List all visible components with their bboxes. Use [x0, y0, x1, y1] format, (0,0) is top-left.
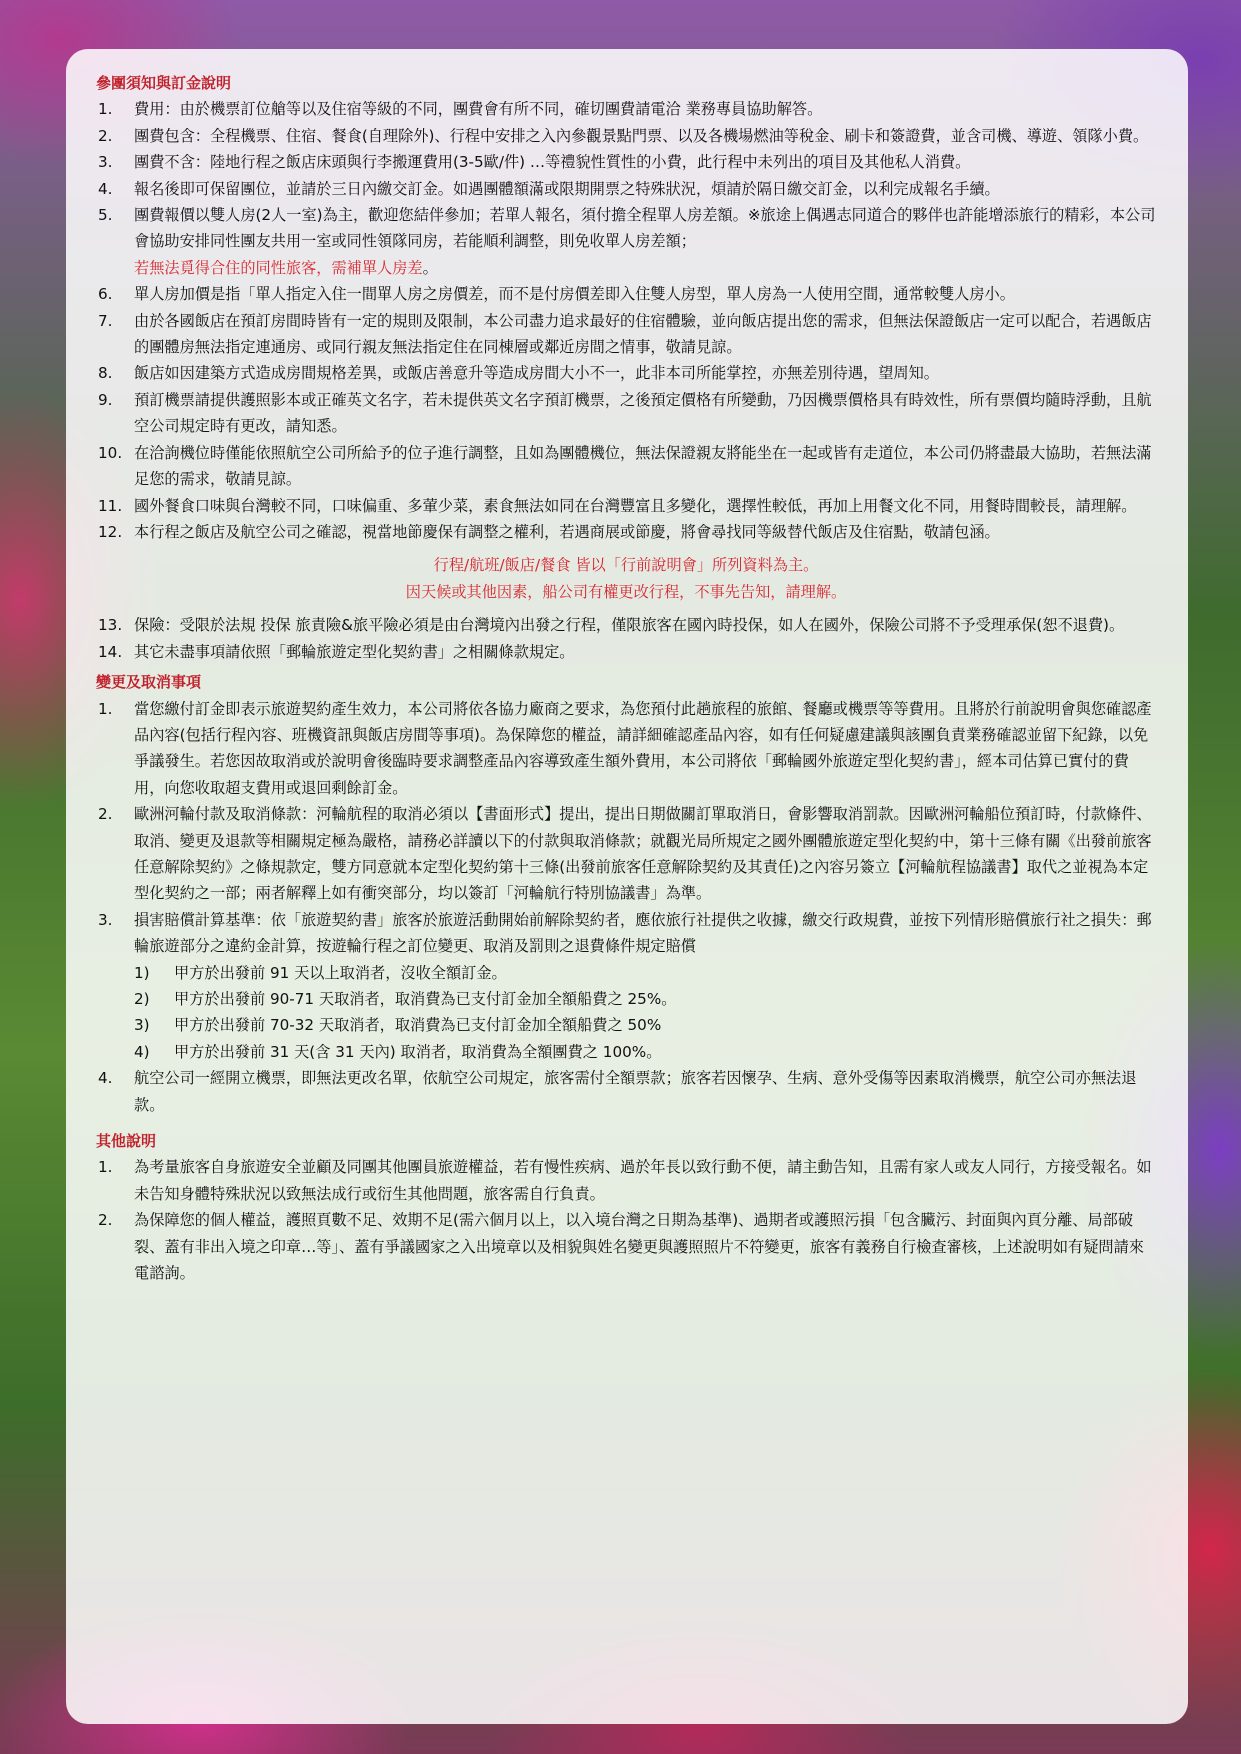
sub-list-item: 2) 甲方於出發前 90-71 天取消者，取消費為已支付訂金加全額船費之 25%。 [134, 990, 677, 1008]
cancellation-list [96, 696, 1156, 1119]
list-item: 8. 飯店如因建築方式造成房間規格差異，或飯店善意升等造成房間大小不一，此非本司所能掌控，亦無差別待遇，望周知。 [98, 364, 939, 383]
list-item: 1. 費用：由於機票訂位艙等以及住宿等級的不同，團費會有所不同，確切團費請電洽 業務專員協助解答。 [98, 100, 823, 119]
booking-list [96, 96, 1156, 545]
list-item: 10. 在洽詢機位時僅能依照航空公司所給予的位子進行調整，且如為團體機位，無法保證親友將能坐在一起或皆有走道位，本公司仍將盡最大協助，若無法滿足您的需求，敬請見諒。 [98, 443, 1152, 489]
sub-list-item: 3) 甲方於出發前 70-32 天取消者，取消費為已支付訂金加全額船費之 50% [134, 1016, 662, 1035]
list-item: 6. 單人房加價是指「單人指定入住一間單人房之房價差，而不是付房價差即入住雙人房型，單人房為一人使用空間，通常較雙人房小。 [98, 285, 1015, 304]
list-item: 1. 為考量旅客自身旅遊安全並顧及同團其他團員旅遊權益，若有慢性疾病、過於年長以致行動不便，請主動告知，且需有家人或友人同行，方接受報名。如未告知身體特殊狀況以致無法成行或衍生其他問題，旅客需自行負責。 [98, 1158, 1152, 1203]
other-list [96, 1154, 1156, 1286]
itinerary-note [96, 552, 1156, 606]
list-item: 11. 國外餐食口味與台灣較不同，口味偏重、多葷少菜，素食無法如同在台灣豐富且多變化，選擇性較低，再加上用餐文化不同，用餐時間較長，請理解。 [98, 496, 1137, 515]
penalty-sublist [134, 960, 1156, 1066]
sub-list-item: 4) 甲方於出發前 31 天(含 31 天內) 取消者，取消費為全額團費之 100%。 [134, 1042, 662, 1061]
booking-list-continued [96, 612, 1156, 665]
list-item: 3. 損害賠償計算基準：依「旅遊契約書」旅客於旅遊活動開始前解除契約者，應依旅行社提供之收據，繳交行政規費，並按下列情形賠償旅行社之損失：郵輪旅遊部分之違約金計算，按遊輪行程之訂位變更、取消及罰則之退費條件規定賠償 1) 甲方於出發前 91 天以上取消者，沒收全額訂金。 2) 甲方於出發前 90-71 天取消者，取消費為已支付訂金加全額船費之 25%。 3) 甲方於出發前 70-32 天取消者，取消費為已支付訂金加全額船費之 50% 4) 甲方於出發前 31 天(含 31 天內) 取消者，取消費為全額團費之 100%。 [96, 907, 1156, 1065]
single-room-note: 若無法覓得合住的同性旅客，需補單人房差 [134, 258, 423, 277]
list-item: 2. 為保障您的個人權益，護照頁數不足、效期不足(需六個月以上，以入境台灣之日期為基準)、過期者或護照污損「包含臟污、封面與內頁分離、局部破裂、蓋有非出入境之印章…等」、蓋有爭議國家之入出境章以及相貌與姓名變更與護照照片不符變更，旅客有義務自行檢查審核，上述說明如有疑問請來電諮詢。 [98, 1211, 1144, 1283]
list-item: 5. 團費報價以雙人房(2人一室)為主，歡迎您結伴參加；若單人報名，須付擔全程單人房差額。※旅途上偶遇志同道合的夥伴也許能增添旅行的精彩，本公司會協助安排同性團友共用一室或同性領隊同房，若能順利調整，則免收單人房差額； 若無法覓得合住的同性旅客，需補單人房差。 [98, 206, 1156, 277]
section-title-booking: 參團須知與訂金說明 [96, 74, 232, 92]
list-item: 4. 航空公司一經開立機票，即無法更改名單，依航空公司規定，旅客需付全額票款；旅客若因懷孕、生病、意外受傷等因素取消機票，航空公司亦無法退款。 [98, 1069, 1137, 1114]
list-item: 3. 團費不含：陸地行程之飯店床頭與行李搬運費用(3-5歐/件) …等禮貌性質性的小費，此行程中未列出的項目及其他私人消費。 [98, 153, 971, 172]
list-item: 1. 當您繳付訂金即表示旅遊契約產生效力，本公司將依各協力廠商之要求，為您預付此趟旅程的旅館、餐廳或機票等等費用。且將於行前說明會與您確認產品內容(包括行程內容、班機資訊與飯店房間等事項)。為保障您的權益，請詳細確認產品內容，如有任何疑慮建議與該團負責業務確認並留下紀錄，以免爭議發生。若您因故取消或於說明會後臨時要求調整產品內容導致產生額外費用，本公司將依「郵輪國外旅遊定型化契約書」，經本司估算已實付的費用，向您收取超支費用或退回剩餘訂金。 [98, 699, 1152, 797]
list-item: 2. 團費包含：全程機票、住宿、餐食(自理除外)、行程中安排之入內參觀景點門票、以及各機場燃油等稅金、刷卡和簽證費，並含司機、導遊、領隊小費。 [98, 126, 1149, 145]
list-item: 14. 其它未盡事項請依照「郵輪旅遊定型化契約書」之相關條款規定。 [98, 642, 575, 661]
itinerary-note-line-2: 因天候或其他因素，船公司有權更改行程，不事先告知，請理解。 [405, 583, 847, 602]
list-item: 12. 本行程之飯店及航空公司之確認，視當地節慶保有調整之權利，若遇商展或節慶，將會尋找同等級替代飯店及住宿點，敬請包涵。 [98, 522, 1000, 541]
list-item: 2. 歐洲河輪付款及取消條款：河輪航程的取消必須以【書面形式】提出，提出日期做關訂單取消日，會影響取消罰款。因歐洲河輪船位預訂時，付款條件、取消、變更及退款等相關規定極為嚴格，請務必詳讀以下的付款與取消條款；就觀光局所規定之國外團體旅遊定型化契約中，第十三條有關《出發前旅客任意解除契約》之條規款定，雙方同意就本定型化契約第十三條(出發前旅客任意解除契約及其責任)之內容另簽立【河輪航程協議書】取代之並視為本定型化契約之一部；兩者解釋上如有衝突部分，均以簽訂「河輪航行特別協議書」為準。 [98, 805, 1152, 903]
itinerary-note-line-1: 行程/航班/飯店/餐食 皆以「行前說明會」所列資料為主。 [433, 556, 819, 575]
section-title-cancellation: 變更及取消事項 [96, 673, 202, 692]
sub-list-item: 1) 甲方於出發前 91 天以上取消者，沒收全額訂金。 [134, 963, 507, 982]
document-body [96, 70, 1156, 1286]
list-item: 13. 保險：受限於法規 投保 旅責險&旅平險必須是由台灣境內出發之行程，僅限旅客在國內時投保，如人在國外，保險公司將不予受理承保(恕不退費)。 [98, 616, 1125, 635]
list-item: 9. 預訂機票請提供護照影本或正確英文名字，若未提供英文名字預訂機票，之後預定價格有所變動，乃因機票價格具有時效性，所有票價均隨時浮動，且航空公司規定時有更改，請知悉。 [98, 390, 1152, 436]
list-item: 4. 報名後即可保留團位，並請於三日內繳交訂金。如遇團體額滿或限期開票之特殊狀況，煩請於隔日繳交訂金，以利完成報名手續。 [98, 179, 1000, 198]
section-title-other: 其他說明 [96, 1132, 157, 1151]
list-item: 7. 由於各國飯店在預訂房間時皆有一定的規則及限制，本公司盡力追求最好的住宿體驗，並向飯店提出您的需求，但無法保證飯店一定可以配合，若遇飯店的團體房無法指定連通房、或同行親友無法指定住在同棟層或鄰近房間之情事，敬請見諒。 [98, 311, 1152, 357]
